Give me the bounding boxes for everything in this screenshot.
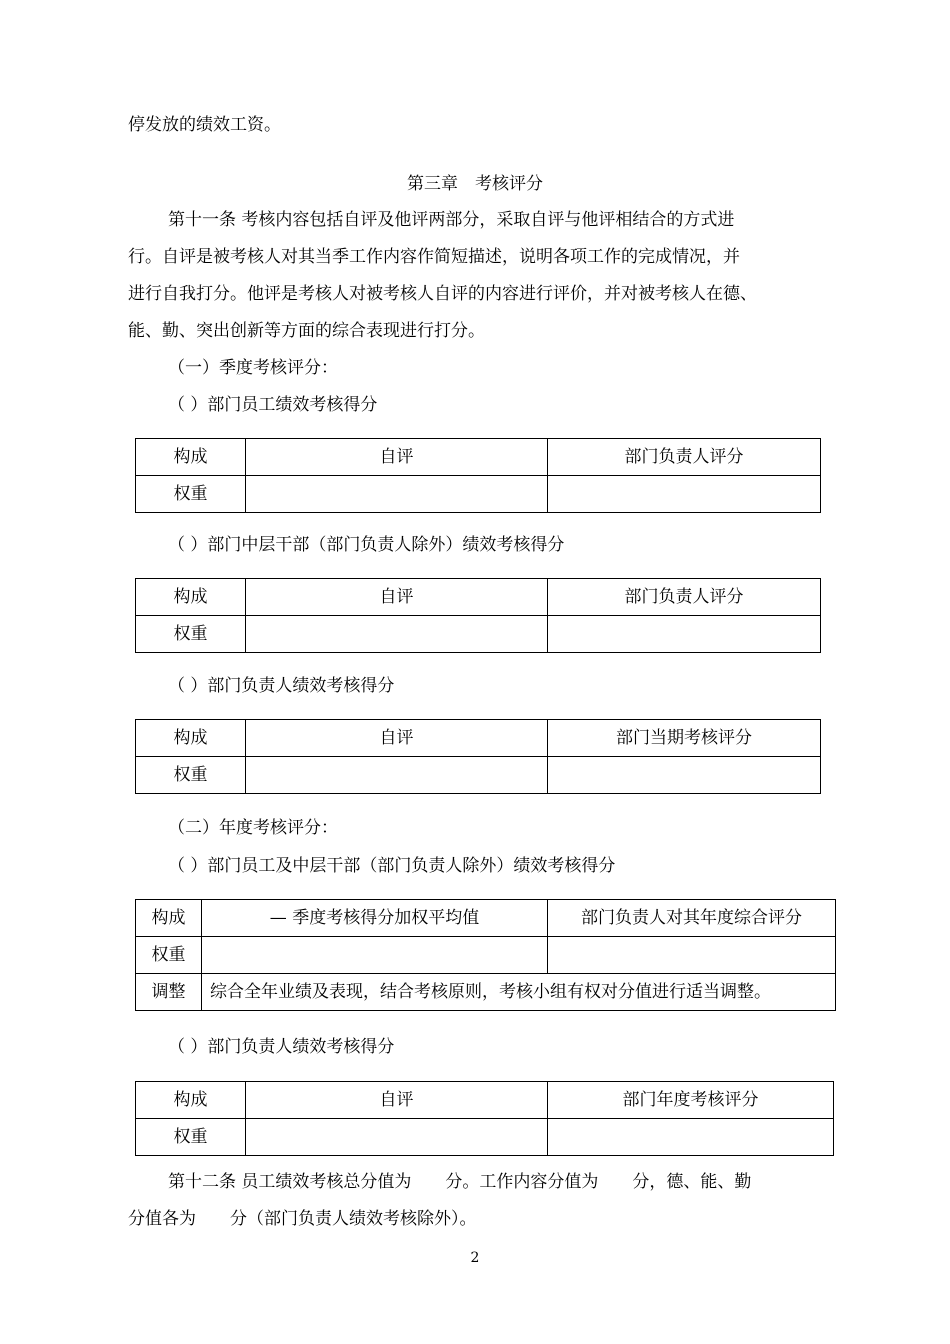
table-cell: 构成 bbox=[136, 900, 202, 937]
table-cell: 部门负责人对其年度综合评分 bbox=[548, 900, 836, 937]
table-cell bbox=[548, 616, 821, 653]
table-cell bbox=[202, 937, 548, 974]
score-table-2 bbox=[135, 578, 821, 653]
table-row bbox=[136, 974, 836, 1011]
table-cell: 构成 bbox=[136, 1082, 246, 1119]
table-cell: 权重 bbox=[136, 616, 246, 653]
article-12-line-2: 分值各为 分（部门负责人绩效考核除外）。 bbox=[128, 1209, 477, 1229]
table-cell bbox=[548, 757, 821, 794]
table-cell: 自评 bbox=[246, 1082, 548, 1119]
table-5-heading: （ ）部门负责人绩效考核得分 bbox=[168, 1037, 395, 1057]
table-row bbox=[136, 900, 836, 937]
table-row bbox=[136, 579, 821, 616]
score-table-3 bbox=[135, 719, 821, 794]
table-cell bbox=[246, 476, 548, 513]
score-table-1 bbox=[135, 438, 821, 513]
table-cell: 调整 bbox=[136, 974, 202, 1011]
table-cell: 自评 bbox=[246, 439, 548, 476]
table-row bbox=[136, 439, 821, 476]
table-row bbox=[136, 720, 821, 757]
table-row bbox=[136, 616, 821, 653]
table-cell bbox=[246, 1119, 548, 1156]
table-row bbox=[136, 937, 836, 974]
table-cell: 权重 bbox=[136, 757, 246, 794]
table-cell: 自评 bbox=[246, 720, 548, 757]
article-12-line-1: 第十二条 员工绩效考核总分值为 分。工作内容分值为 分，德、能、勤 bbox=[168, 1172, 752, 1192]
article-11-line-2: 行。自评是被考核人对其当季工作内容作简短描述，说明各项工作的完成情况，并 bbox=[128, 247, 740, 267]
table-cell: 部门当期考核评分 bbox=[548, 720, 821, 757]
table-cell-adjustment: 综合全年业绩及表现，结合考核原则，考核小组有权对分值进行适当调整。 bbox=[202, 974, 836, 1011]
table-cell: 权重 bbox=[136, 1119, 246, 1156]
article-11-line-4: 能、勤、突出创新等方面的综合表现进行打分。 bbox=[128, 321, 485, 341]
score-table-4 bbox=[135, 899, 836, 1011]
paragraph-continuation: 停发放的绩效工资。 bbox=[128, 115, 281, 135]
article-11-line-3: 进行自我打分。他评是考核人对被考核人自评的内容进行评价，并对被考核人在德、 bbox=[128, 284, 757, 304]
table-row bbox=[136, 476, 821, 513]
table-cell: — 季度考核得分加权平均值 bbox=[202, 900, 548, 937]
table-row bbox=[136, 1119, 834, 1156]
table-4-heading: （ ）部门员工及中层干部（部门负责人除外）绩效考核得分 bbox=[168, 856, 616, 876]
section-quarterly: （一）季度考核评分： bbox=[168, 358, 338, 378]
table-cell bbox=[246, 616, 548, 653]
table-cell: 权重 bbox=[136, 476, 246, 513]
table-cell: 自评 bbox=[246, 579, 548, 616]
table-2-heading: （ ）部门中层干部（部门负责人除外）绩效考核得分 bbox=[168, 535, 565, 555]
table-cell: 构成 bbox=[136, 579, 246, 616]
table-row bbox=[136, 757, 821, 794]
chapter-title: 第三章 考核评分 bbox=[407, 174, 543, 194]
article-11-line-1: 第十一条 考核内容包括自评及他评两部分，采取自评与他评相结合的方式进 bbox=[168, 210, 735, 230]
table-cell: 权重 bbox=[136, 937, 202, 974]
page-number: 2 bbox=[470, 1250, 480, 1266]
table-cell: 部门负责人评分 bbox=[548, 439, 821, 476]
table-cell: 构成 bbox=[136, 439, 246, 476]
table-1-heading: （ ）部门员工绩效考核得分 bbox=[168, 395, 378, 415]
table-cell: 部门负责人评分 bbox=[548, 579, 821, 616]
score-table-5 bbox=[135, 1081, 834, 1156]
table-cell: 部门年度考核评分 bbox=[548, 1082, 834, 1119]
table-cell bbox=[548, 476, 821, 513]
table-cell bbox=[246, 757, 548, 794]
table-cell bbox=[548, 1119, 834, 1156]
table-cell bbox=[548, 937, 836, 974]
table-cell: 构成 bbox=[136, 720, 246, 757]
table-row bbox=[136, 1082, 834, 1119]
table-3-heading: （ ）部门负责人绩效考核得分 bbox=[168, 676, 395, 696]
section-annual: （二）年度考核评分： bbox=[168, 818, 338, 838]
